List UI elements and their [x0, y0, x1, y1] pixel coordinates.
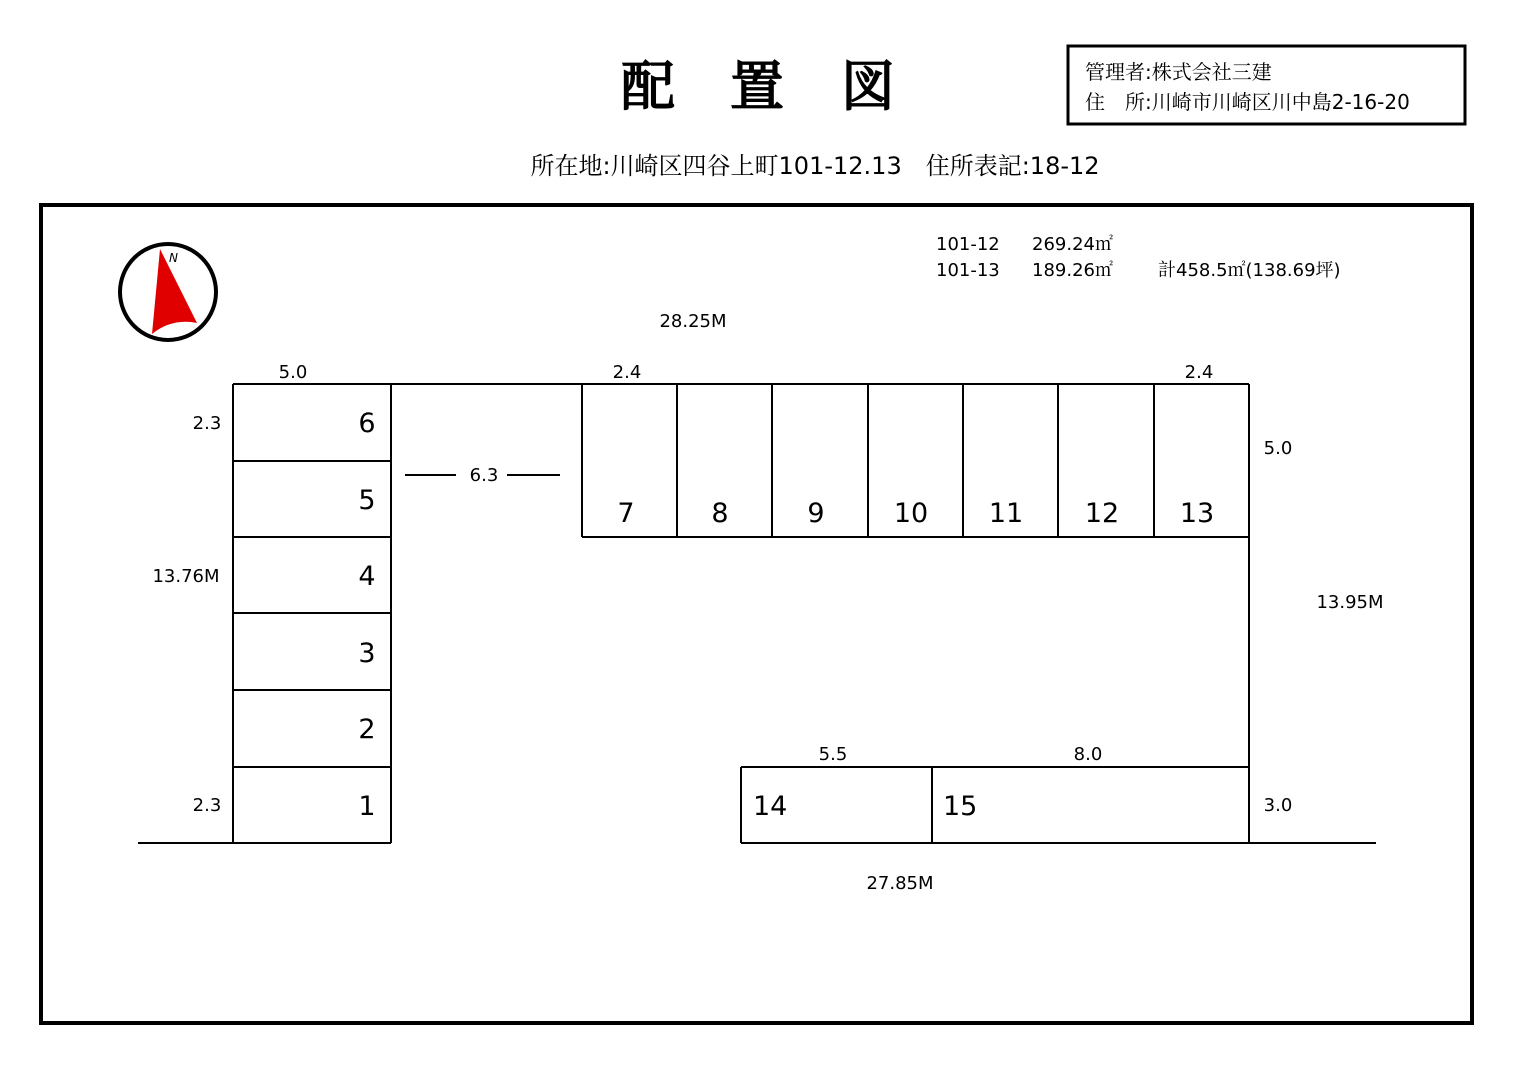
dim-space14-width: 5.5	[818, 744, 848, 765]
space-7: 7	[617, 498, 635, 529]
lot2-number: 101-13	[936, 260, 1000, 281]
space-15: 15	[943, 791, 978, 822]
dim-space15-width: 8.0	[1073, 744, 1103, 765]
space-6: 6	[358, 408, 376, 439]
dim-right-top-depth: 5.0	[1263, 438, 1293, 459]
lot1-area: 269.24㎡	[1032, 234, 1113, 255]
dim-top-right-space: 2.4	[1184, 362, 1214, 383]
location-line: 所在地:川崎区四谷上町101-12.13 住所表記:18-12	[530, 152, 1100, 180]
dim-right-total: 13.95M	[1316, 592, 1384, 613]
dim-gap: 6.3	[469, 465, 499, 486]
space-3: 3	[358, 638, 376, 669]
space-11: 11	[988, 498, 1024, 529]
dim-left-bottom-space: 2.3	[192, 795, 222, 816]
dim-top-left-space: 2.4	[612, 362, 642, 383]
manager-address: 住 所:川崎市川崎区川中島2-16-20	[1085, 90, 1410, 114]
parking-outline	[138, 384, 1376, 843]
space-4: 4	[358, 561, 376, 592]
dim-right-bottom-depth: 3.0	[1263, 795, 1293, 816]
compass-n-label: N	[169, 251, 178, 265]
dim-top-total: 28.25M	[659, 311, 727, 332]
north-compass-icon	[120, 244, 216, 340]
dim-left-total: 13.76M	[152, 566, 220, 587]
space-10: 10	[893, 498, 929, 529]
title-char-1: 配	[621, 55, 675, 118]
space-8: 8	[711, 498, 729, 529]
space-14: 14	[753, 791, 788, 822]
title-char-2: 置	[730, 55, 784, 118]
total-area: 計458.5㎡(138.69坪)	[1158, 260, 1341, 281]
dim-left-width: 5.0	[278, 362, 308, 383]
lot1-number: 101-12	[936, 234, 1000, 255]
space-13: 13	[1179, 498, 1215, 529]
space-12: 12	[1084, 498, 1120, 529]
title-char-3: 図	[841, 55, 895, 118]
dim-bottom-total: 27.85M	[866, 873, 934, 894]
space-5: 5	[358, 485, 376, 516]
dim-left-top-space: 2.3	[192, 413, 222, 434]
space-9: 9	[807, 498, 825, 529]
lot2-area: 189.26㎡	[1032, 260, 1113, 281]
space-1: 1	[358, 791, 376, 822]
manager-name: 管理者:株式会社三建	[1085, 60, 1272, 84]
space-2: 2	[358, 714, 376, 745]
